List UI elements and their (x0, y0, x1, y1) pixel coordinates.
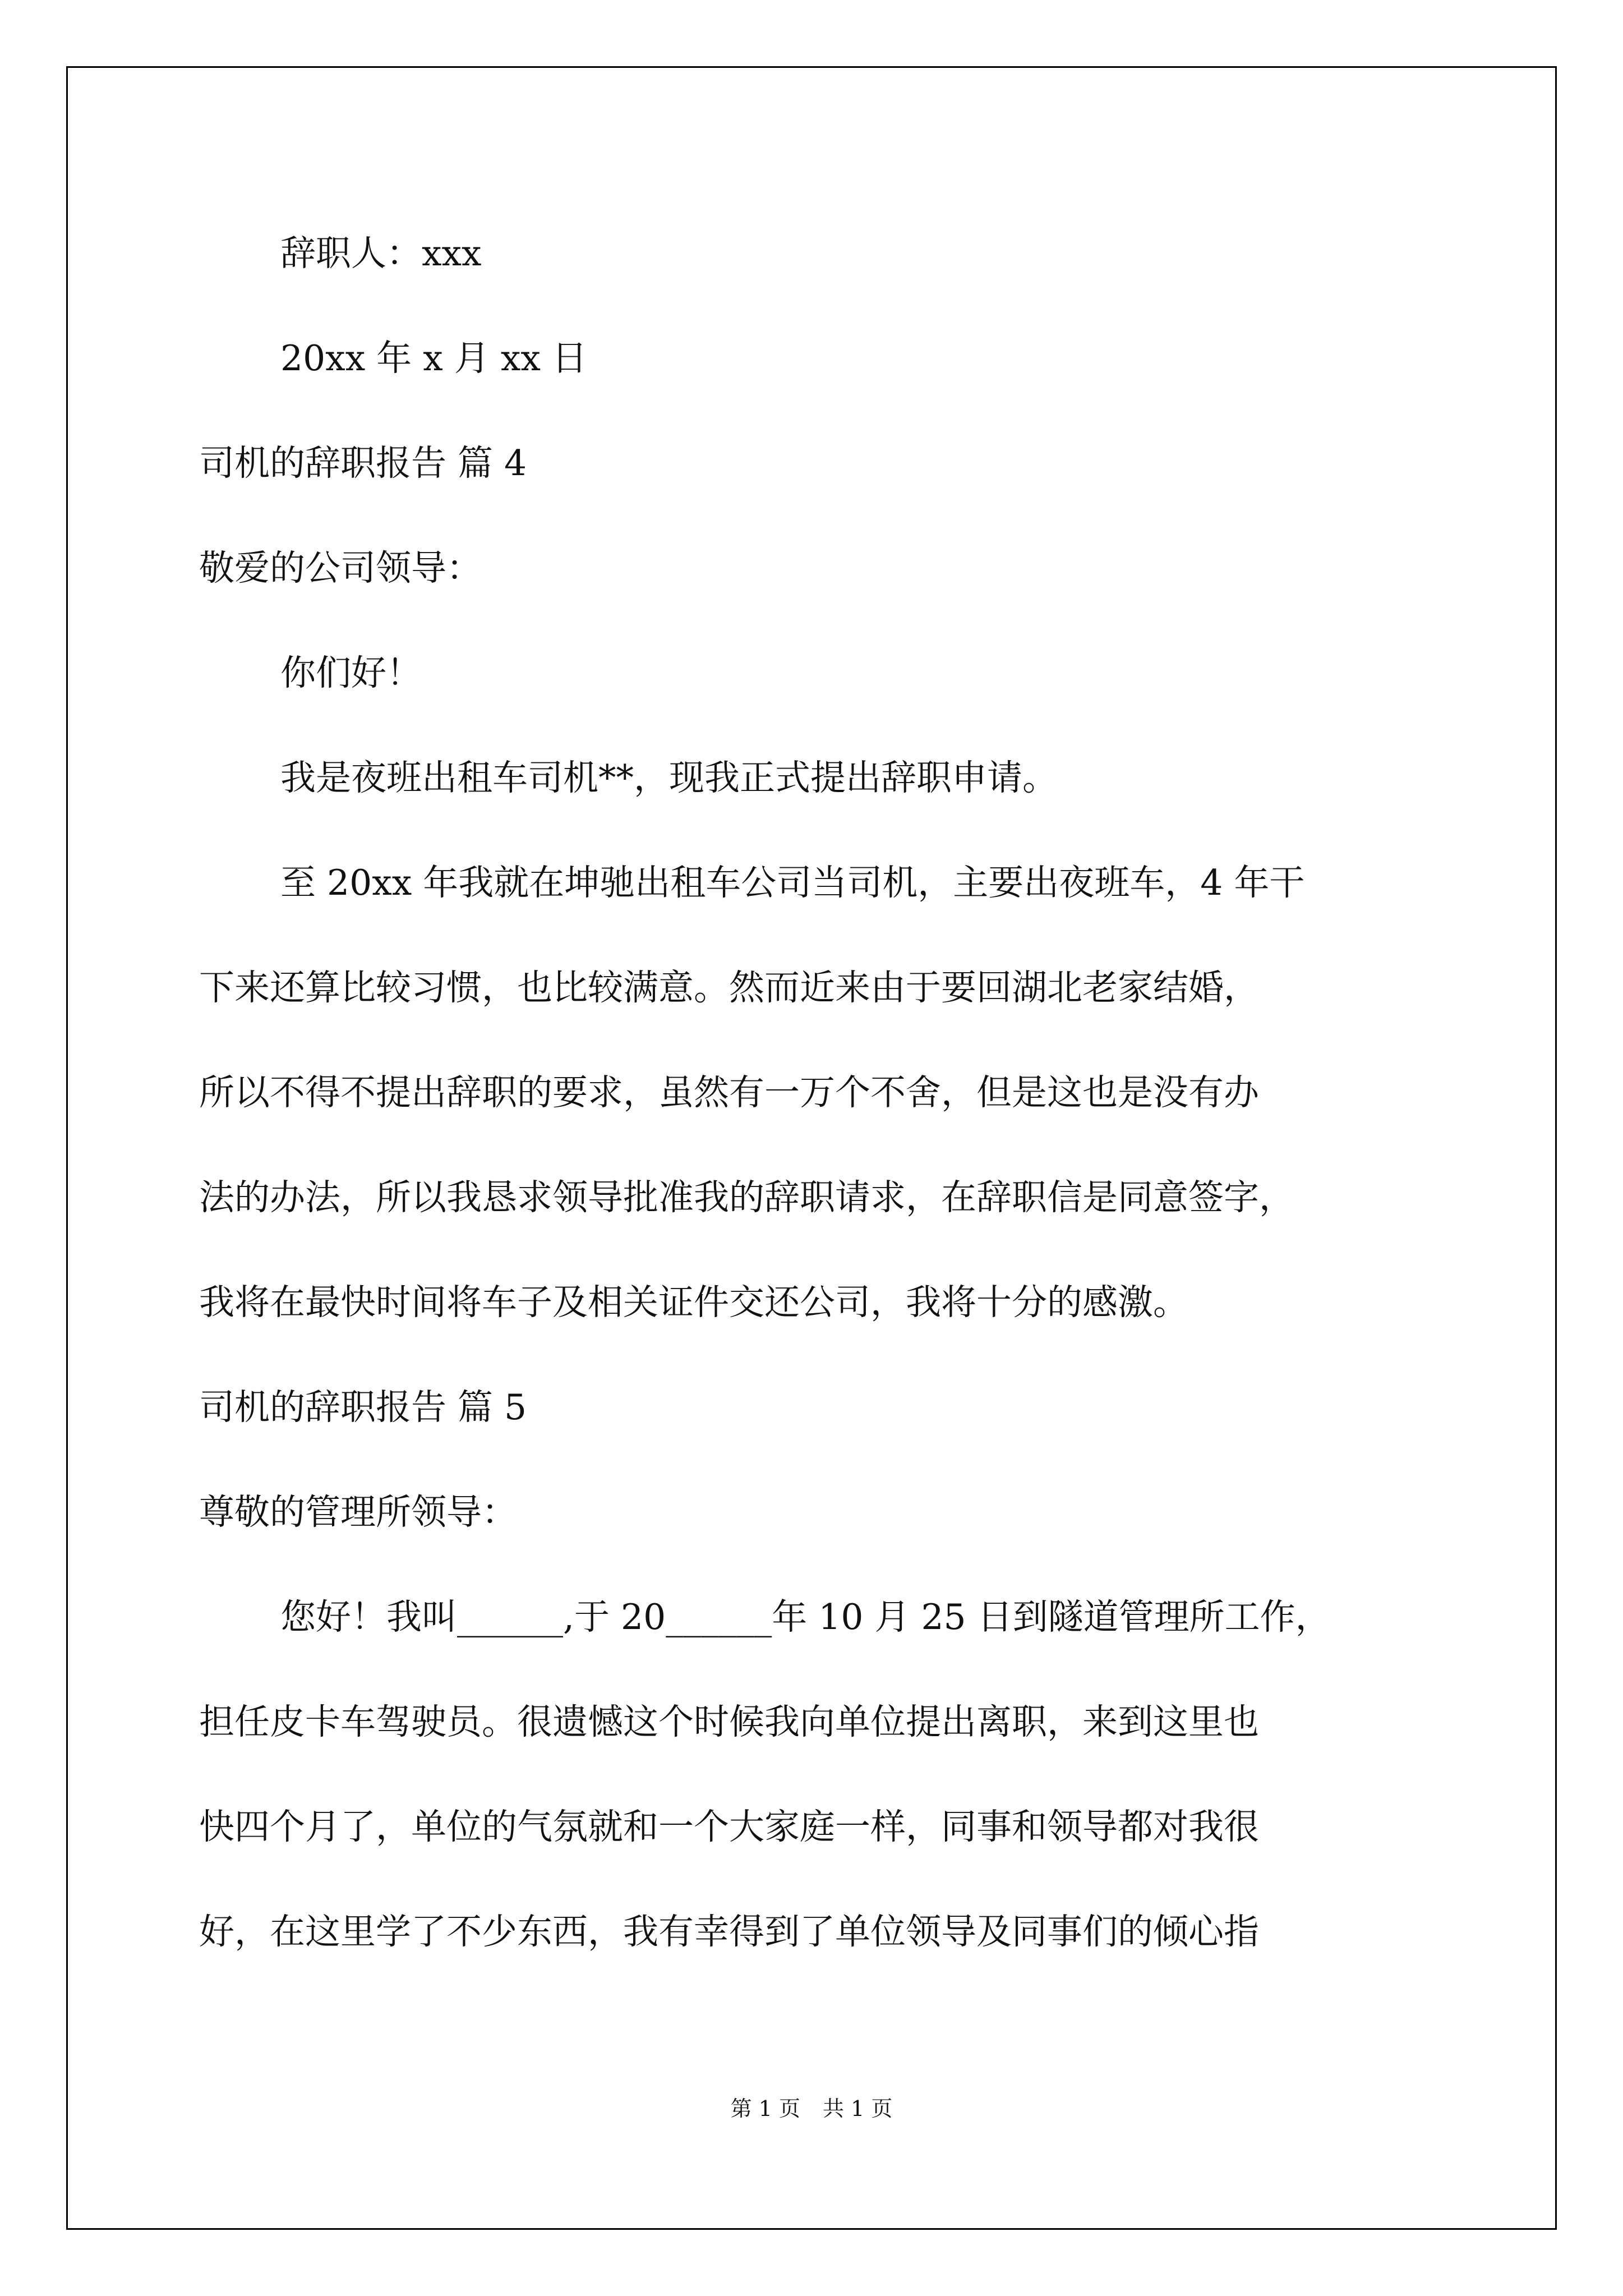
signatory-line: 辞职人：xxx (280, 233, 482, 274)
paragraph-line: 您好！我叫______,于 20______年 10 月 25 日到隧道管理所工作， (280, 1596, 1331, 1637)
salutation-4: 敬爱的公司领导： (199, 547, 482, 588)
paragraph-line: 我是夜班出租车司机**，现我正式提出辞职申请。 (280, 757, 1058, 798)
greeting-4: 你们好！ (280, 652, 422, 693)
page-border (66, 66, 1557, 2230)
paragraph-line: 我将在最快时间将车子及相关证件交还公司，我将十分的感激。 (199, 1282, 1188, 1323)
section-heading-4: 司机的辞职报告 篇 4 (199, 443, 527, 484)
section-heading-5: 司机的辞职报告 篇 5 (199, 1387, 527, 1428)
paragraph-line: 快四个月了，单位的气氛就和一个大家庭一样，同事和领导都对我很 (199, 1806, 1259, 1847)
paragraph-line: 法的办法，所以我恳求领导批准我的辞职请求，在辞职信是同意签字， (199, 1177, 1294, 1218)
page-footer (0, 2091, 1623, 2122)
page-total: 共 1 页 (823, 2096, 893, 2121)
page-number: 第 1 页 (730, 2096, 800, 2121)
salutation-5: 尊敬的管理所领导： (199, 1492, 517, 1533)
paragraph-line: 担任皮卡车驾驶员。很遗憾这个时候我向单位提出离职，来到这里也 (199, 1701, 1259, 1742)
date-line: 20xx 年 x 月 xx 日 (280, 338, 587, 379)
paragraph-line: 好，在这里学了不少东西，我有幸得到了单位领导及同事们的倾心指 (199, 1911, 1259, 1952)
paragraph-line: 下来还算比较习惯，也比较满意。然而近来由于要回湖北老家结婚， (199, 967, 1259, 1008)
paragraph-line: 至 20xx 年我就在坤驰出租车公司当司机，主要出夜班车，4 年干 (280, 862, 1305, 903)
paragraph-line: 所以不得不提出辞职的要求，虽然有一万个不舍，但是这也是没有办 (199, 1072, 1259, 1113)
